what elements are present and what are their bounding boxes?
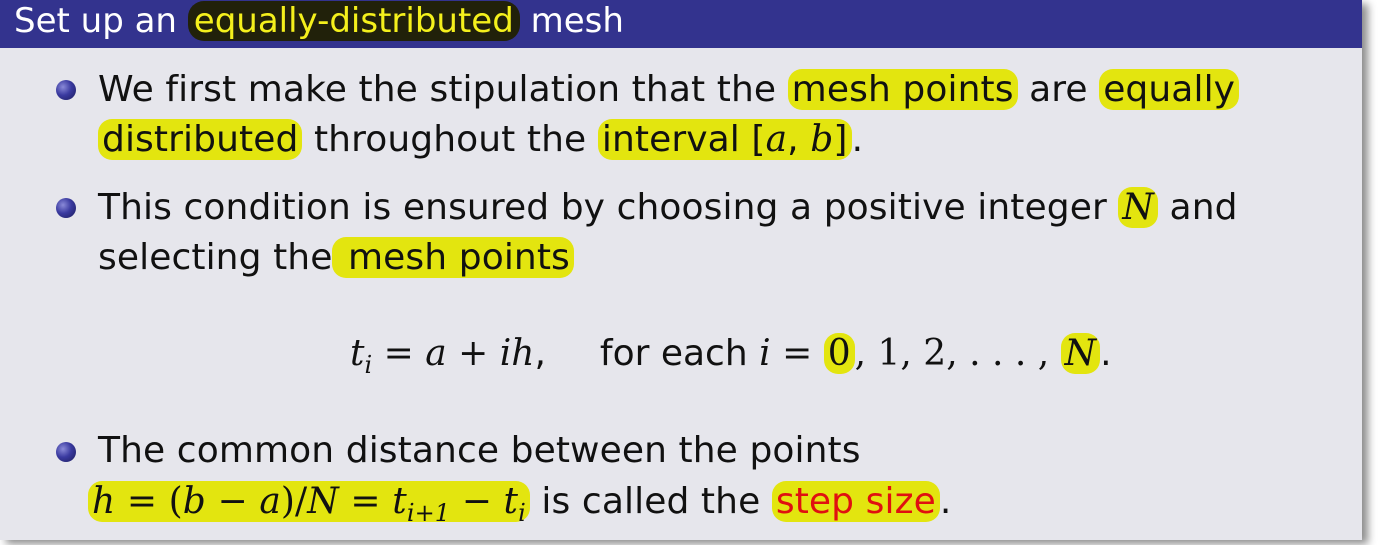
text: . — [851, 119, 864, 160]
bullet-icon — [56, 442, 76, 462]
math-eq: = — [770, 333, 824, 374]
text: The common distance between the points — [98, 430, 861, 471]
highlight-step-formula — [88, 481, 530, 528]
text: throughout the — [302, 119, 598, 160]
math-plus: + — [446, 333, 500, 374]
text: ] — [833, 119, 848, 160]
highlight-distributed: distributed — [98, 119, 302, 160]
text: We first make the stipulation that the — [98, 69, 788, 110]
highlight-mesh-points: mesh points — [788, 69, 1018, 110]
math-minus: − — [205, 481, 260, 522]
highlight-N: N — [1061, 333, 1101, 374]
math-a: a — [259, 481, 281, 522]
bullet-2-line-2 — [98, 234, 574, 282]
math-seq: , 1, 2, . . . , — [854, 333, 1061, 374]
bullet-icon — [56, 198, 76, 218]
bullet-2-line-1 — [98, 184, 1238, 232]
slide-title — [0, 0, 1362, 48]
title-prefix: Set up an — [14, 1, 188, 41]
highlight-N: N — [1118, 187, 1158, 228]
math-sub: i — [518, 499, 526, 528]
math-ih: ih — [499, 333, 535, 374]
text: , — [787, 119, 811, 160]
math-t: t — [392, 481, 407, 522]
math-b: b — [182, 481, 206, 522]
math-eq: = — [372, 333, 426, 374]
math-sub: i+1 — [406, 499, 451, 528]
math-minus: − — [450, 481, 504, 522]
math-N: N — [307, 481, 339, 522]
title-highlight: equally-distributed — [188, 1, 520, 41]
bullet-icon — [56, 80, 76, 100]
highlight-interval — [598, 119, 852, 160]
math-h: h — [92, 481, 116, 522]
math-a: a — [425, 333, 447, 374]
math-eq: = — [338, 481, 393, 522]
bullet-3-line-2 — [88, 478, 951, 526]
math-t: t — [503, 481, 519, 522]
bullet-1-line-2 — [98, 116, 863, 164]
text: interval [ — [601, 119, 766, 160]
math-eq: = ( — [115, 481, 183, 522]
highlight-step-size: step size — [772, 481, 940, 522]
highlight-equally: equally — [1099, 69, 1239, 110]
math-comma: , — [534, 333, 546, 374]
text: This condition is ensured by choosing a positive integer — [98, 187, 1119, 228]
mesh-formula — [350, 328, 1112, 380]
title-suffix: mesh — [519, 1, 624, 41]
highlight-mesh-points: mesh points — [332, 237, 573, 278]
text: is called the — [529, 481, 772, 522]
bullet-1-line-1 — [98, 66, 1239, 114]
text: and — [1158, 187, 1238, 228]
math-b: b — [810, 119, 834, 160]
math-div: )/ — [280, 481, 308, 522]
highlight-zero: 0 — [824, 333, 855, 374]
math-t: t — [350, 333, 365, 374]
text: . — [1100, 333, 1112, 374]
text: for each — [599, 333, 760, 374]
math-sub: i — [364, 351, 373, 380]
text: selecting the — [98, 237, 333, 278]
text: . — [939, 481, 952, 522]
math-a: a — [765, 119, 788, 160]
bullet-3-line-1 — [98, 427, 861, 475]
math-i: i — [759, 333, 771, 374]
text: are — [1017, 69, 1100, 110]
